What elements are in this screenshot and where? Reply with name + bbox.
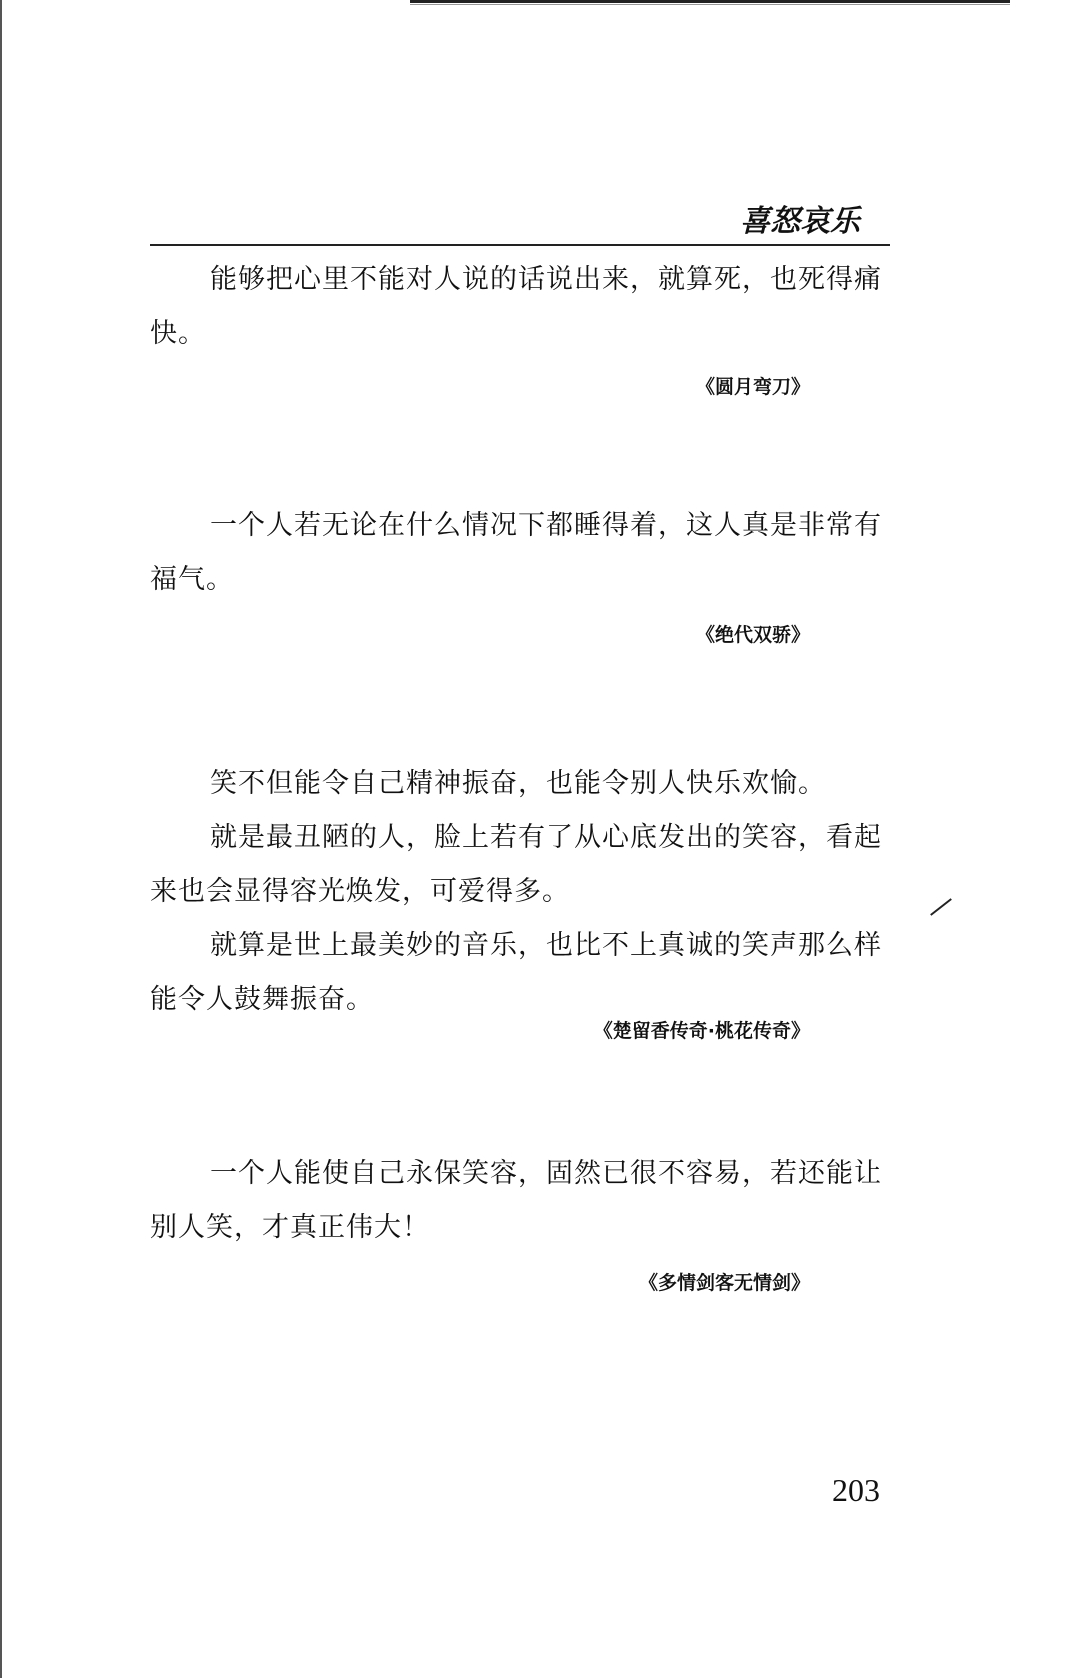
running-header-title: 喜怒哀乐 (740, 204, 860, 239)
quote-source: 《楚留香传奇·桃花传奇》 (593, 1020, 810, 1042)
top-border-line (410, 0, 1010, 3)
quote-source: 《绝代双骄》 (695, 624, 810, 646)
quote-paragraph: 一个人若无论在什么情况下都睡得着，这人真是非常有福气。 (150, 510, 882, 595)
header-rule (150, 244, 890, 246)
margin-pen-mark (930, 898, 952, 916)
top-border-line-thin (410, 4, 1010, 5)
quote-paragraph: 笑不但能令自己精神振奋，也能令别人快乐欢愉。 (210, 768, 826, 799)
page-edge (0, 0, 2, 1678)
page-number: 203 (832, 1472, 880, 1508)
quote-source: 《圆月弯刀》 (695, 376, 810, 398)
quote-paragraph: 就算是世上最美妙的音乐，也比不上真诚的笑声那么样能令人鼓舞振奋。 (150, 930, 882, 1015)
quote-source: 《多情剑客无情剑》 (638, 1272, 810, 1294)
quote-paragraph: 能够把心里不能对人说的话说出来，就算死，也死得痛快。 (150, 264, 882, 349)
quote-paragraph: 一个人能使自己永保笑容，固然已很不容易，若还能让别人笑，才真正伟大！ (150, 1158, 882, 1243)
quote-paragraph: 就是最丑陋的人，脸上若有了从心底发出的笑容，看起来也会显得容光焕发，可爱得多。 (150, 822, 882, 907)
